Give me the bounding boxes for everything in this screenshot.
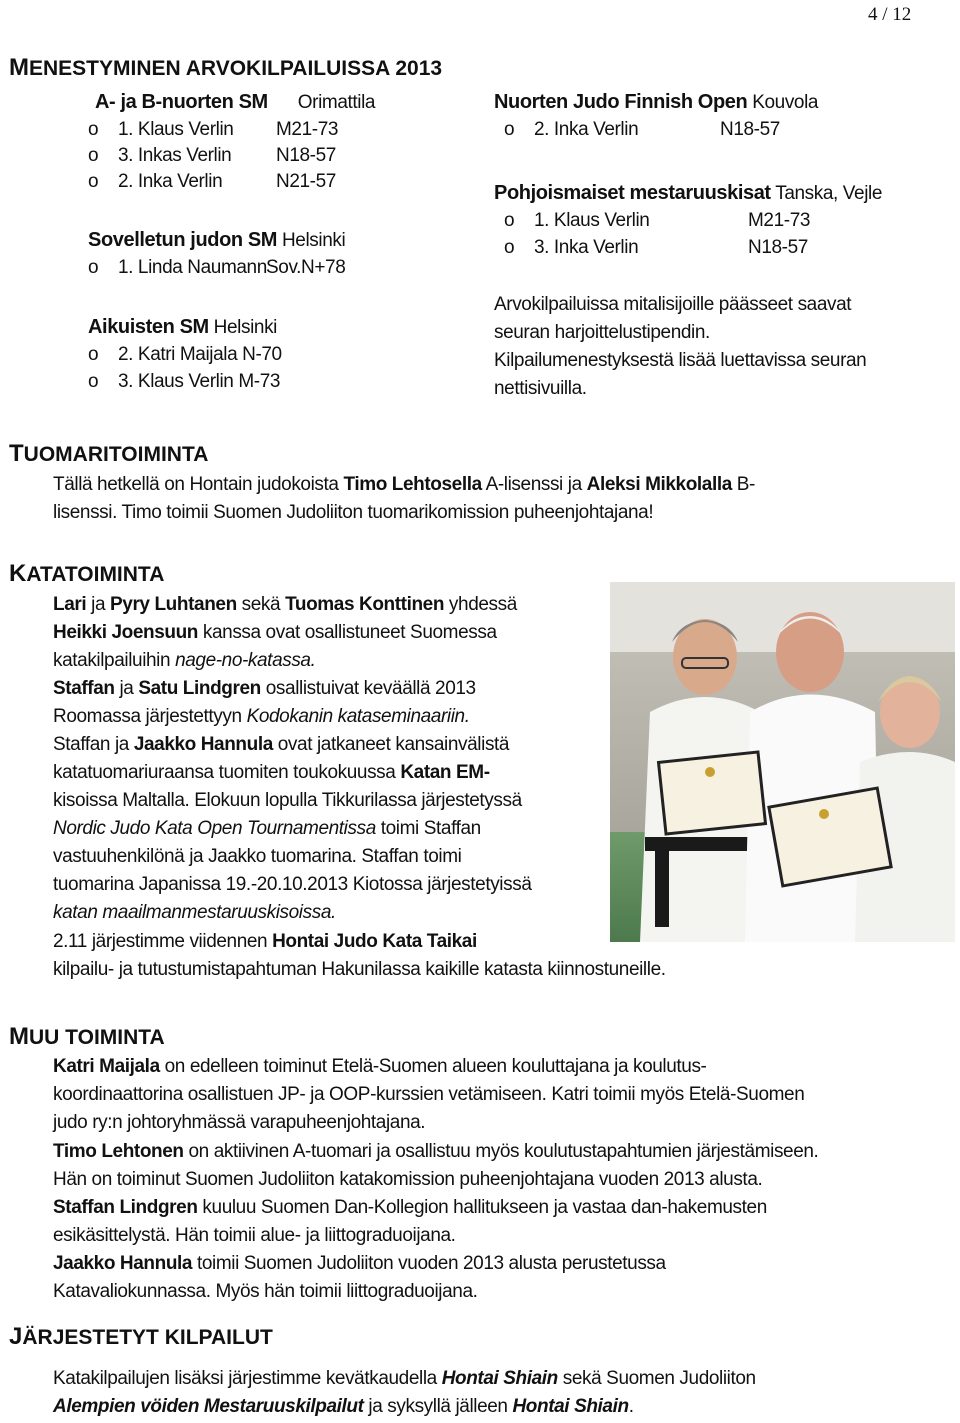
section-heading-tuomaritoiminta: TUOMARITOIMINTA (9, 440, 209, 467)
paragraph-line: Jaakko Hannula toimii Suomen Judoliiton vuoden 2013 alusta perustetussa (53, 1253, 666, 1274)
paragraph-line: Staffan ja Satu Lindgren osallistuivat keväällä 2013 (53, 678, 476, 699)
list-item: o 2. Inka Verlin N18-57 (504, 119, 780, 140)
ab-sm-name: A- ja B-nuorten SM (95, 91, 268, 113)
paragraph-line: lisenssi. Timo toimii Suomen Judoliiton tuomarikomission puheenjohtajana! (53, 502, 654, 523)
note-line: nettisivuilla. (494, 378, 587, 399)
paragraph-line: judo ry:n johtoryhmässä varapuheenjohtajana. (53, 1112, 426, 1133)
heading-rest: ENESTYMINEN ARVOKILPAILUISSA 2013 (29, 57, 443, 80)
section-heading-jarjestetyt: JÄRJESTETYT KILPAILUT (9, 1323, 273, 1350)
list-item: o 1. Klaus Verlin M21-73 (88, 119, 339, 140)
ab-sm-title (95, 90, 375, 115)
section-heading-menestyminen (9, 55, 442, 82)
paragraph-line: Heikki Joensuun kanssa ovat osallistuneet Suomessa (53, 622, 497, 643)
heading-initial: M (9, 54, 29, 81)
note-line: Kilpailumenestyksestä lisää luettavissa seuran (494, 350, 867, 371)
paragraph-line: kilpailu- ja tutustumistapahtuman Hakunilassa kaikille katasta kiinnostuneille. (53, 959, 666, 980)
photo-judokas-with-certificates (610, 582, 955, 942)
paragraph-line: Hän on toiminut Suomen Judoliiton katakomission puheenjohtajana vuoden 2013 alusta. (53, 1169, 763, 1190)
paragraph-line: kisoissa Maltalla. Elokuun lopulla Tikkurilassa järjestetyssä (53, 790, 522, 811)
paragraph-line: koordinaattorina osallistuen JP- ja OOP-kurssien vetämiseen. Katri toimii myös Etelä-Suomen (53, 1084, 805, 1105)
pohjoismaiset-title: Pohjoismaiset mestaruuskisat Tanska, Vejle (494, 182, 883, 204)
paragraph-line: 2.11 järjestimme viidennen Hontai Judo Kata Taikai (53, 931, 477, 952)
list-item: o 2. Inka Verlin N21-57 (88, 171, 336, 192)
paragraph-line: Nordic Judo Kata Open Tournamentissa toimi Staffan (53, 818, 481, 839)
paragraph-line: vastuuhenkilönä ja Jaakko tuomarina. Staffan toimi (53, 846, 462, 867)
paragraph-line: Roomassa järjestettyyn Kodokanin kataseminaariin. (53, 706, 470, 727)
paragraph-line: Alempien vöiden Mestaruuskilpailut ja syksyllä jälleen Hontai Shiain. (53, 1396, 634, 1417)
paragraph-line: Lari ja Pyry Luhtanen sekä Tuomas Konttinen yhdessä (53, 594, 517, 615)
ab-sm-place: Orimattila (297, 92, 376, 113)
paragraph-line: katan maailmanmestaruuskisoissa. (53, 902, 336, 923)
paragraph-line: esikäsittelystä. Hän toimii alue- ja liittograduoijana. (53, 1225, 456, 1246)
paragraph-line: Staffan ja Jaakko Hannula ovat jatkaneet kansainvälistä (53, 734, 510, 755)
kata-photo (610, 582, 955, 942)
paragraph-line: katatuomariuraansa tuomiten toukokuussa Katan EM- (53, 762, 490, 783)
list-item: o 1. Linda NaumannSov.N+78 (88, 257, 346, 278)
page-number: 4 / 12 (868, 4, 912, 25)
section-heading-katatoiminta: KATATOIMINTA (9, 560, 165, 587)
paragraph-line: Katavaliokunnassa. Myös hän toimii liittograduoijana. (53, 1281, 478, 1302)
nuorten-open-title: Nuorten Judo Finnish Open Kouvola (494, 91, 819, 113)
note-line: Arvokilpailuissa mitalisijoille päässeet saavat (494, 294, 852, 315)
paragraph-line: Timo Lehtonen on aktiivinen A-tuomari ja osallistuu myös koulutustapahtumien järjestämiseen. (53, 1141, 819, 1162)
section-heading-muu-toiminta: MUU TOIMINTA (9, 1023, 165, 1050)
list-item: o 3. Inkas Verlin N18-57 (88, 145, 336, 166)
paragraph-line: katakilpailuihin nage-no-katassa. (53, 650, 316, 671)
paragraph-line: tuomarina Japanissa 19.-20.10.2013 Kiotossa järjestetyissä (53, 874, 532, 895)
list-item: o 3. Klaus Verlin M-73 (88, 371, 281, 392)
note-line: seuran harjoittelustipendin. (494, 322, 710, 343)
aikuisten-title: Aikuisten SM Helsinki (88, 316, 277, 338)
list-item: o 3. Inka Verlin N18-57 (504, 237, 808, 258)
paragraph-line: Staffan Lindgren kuuluu Suomen Dan-Kollegion hallitukseen ja vastaa dan-hakemusten (53, 1197, 767, 1218)
sovelletun-title: Sovelletun judon SM Helsinki (88, 229, 346, 251)
paragraph-line: Katri Maijala on edelleen toiminut Etelä-Suomen alueen kouluttajana ja koulutus- (53, 1056, 707, 1077)
paragraph-line: Katakilpailujen lisäksi järjestimme kevätkaudella Hontai Shiain sekä Suomen Judoliiton (53, 1368, 756, 1389)
paragraph-line: Tällä hetkellä on Hontain judokoista Timo Lehtosella A-lisenssi ja Aleksi Mikkolalla B- (53, 474, 755, 495)
list-item: o 2. Katri Maijala N-70 (88, 344, 282, 365)
list-item: o 1. Klaus Verlin M21-73 (504, 210, 811, 231)
